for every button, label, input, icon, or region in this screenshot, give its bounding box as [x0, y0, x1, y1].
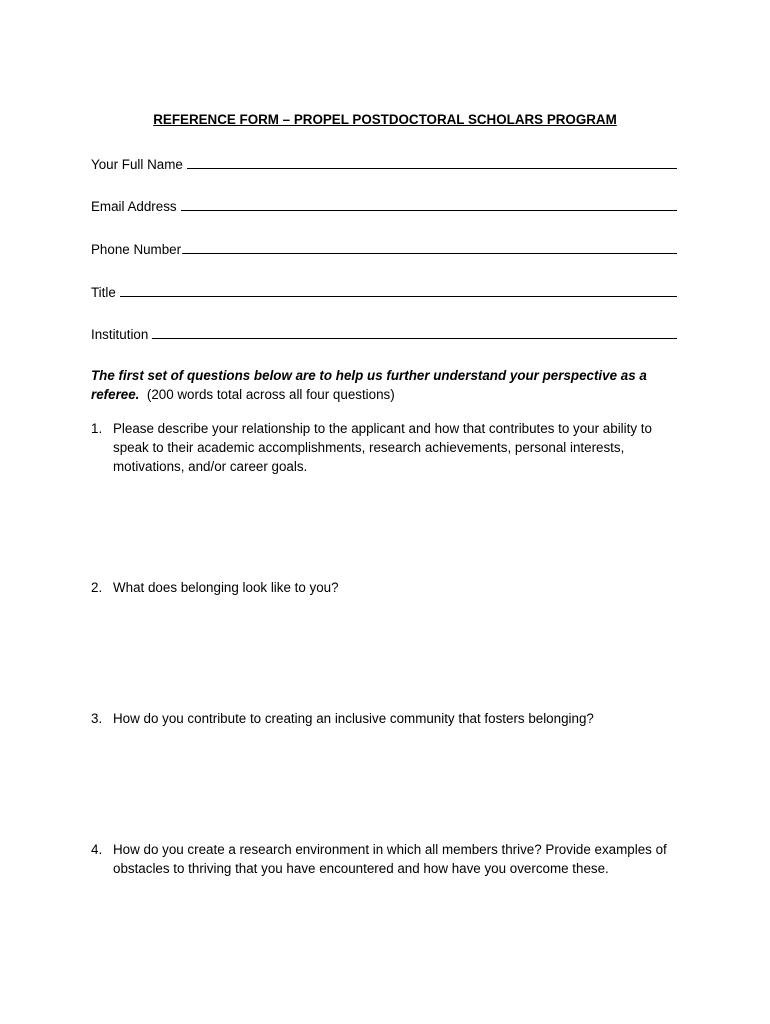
email-label: Email Address [91, 199, 177, 214]
phone-field[interactable] [91, 239, 677, 257]
email-field[interactable] [91, 196, 677, 214]
institution-label: Institution [91, 327, 149, 342]
institution-field[interactable] [91, 324, 677, 342]
title-field[interactable] [91, 282, 677, 300]
intro-note: (200 words total across all four questions) [146, 387, 395, 402]
intro-emphasis: The first set of questions below are to help us further understand your perspective as a referee. [91, 368, 647, 402]
phone-label: Phone Number [91, 242, 182, 257]
title-line[interactable] [120, 296, 677, 297]
question-item [91, 709, 681, 728]
question-number: 1. [91, 421, 103, 436]
full-name-label: Your Full Name [91, 157, 183, 172]
form-title: REFERENCE FORM – PROPEL POSTDOCTORAL SCHOLARS PROGRAM [153, 112, 617, 127]
email-line[interactable] [181, 210, 677, 211]
full-name-field[interactable] [91, 154, 677, 172]
question-item [91, 578, 681, 597]
question-number: 3. [91, 711, 103, 726]
phone-line[interactable] [182, 253, 677, 254]
institution-line[interactable] [152, 338, 677, 339]
question-text: Please describe your relationship to the applicant and how that contributes to your ability to speak to their academic accomplishments, research achievements, personal interests, motivations, and/or career goals. [113, 421, 652, 474]
question-number: 4. [91, 842, 103, 857]
full-name-line[interactable] [187, 168, 677, 169]
title-label: Title [91, 285, 116, 300]
question-number: 2. [91, 580, 103, 595]
question-text: How do you contribute to creating an inclusive community that fosters belonging? [113, 711, 594, 726]
question-text: What does belonging look like to you? [113, 580, 339, 595]
intro-paragraph [91, 366, 681, 404]
question-item [91, 419, 681, 476]
question-text: How do you create a research environment in which all members thrive? Provide examples of obstacles to thriving that you have encountered and how have you overcome these. [113, 842, 667, 876]
question-item [91, 840, 681, 878]
